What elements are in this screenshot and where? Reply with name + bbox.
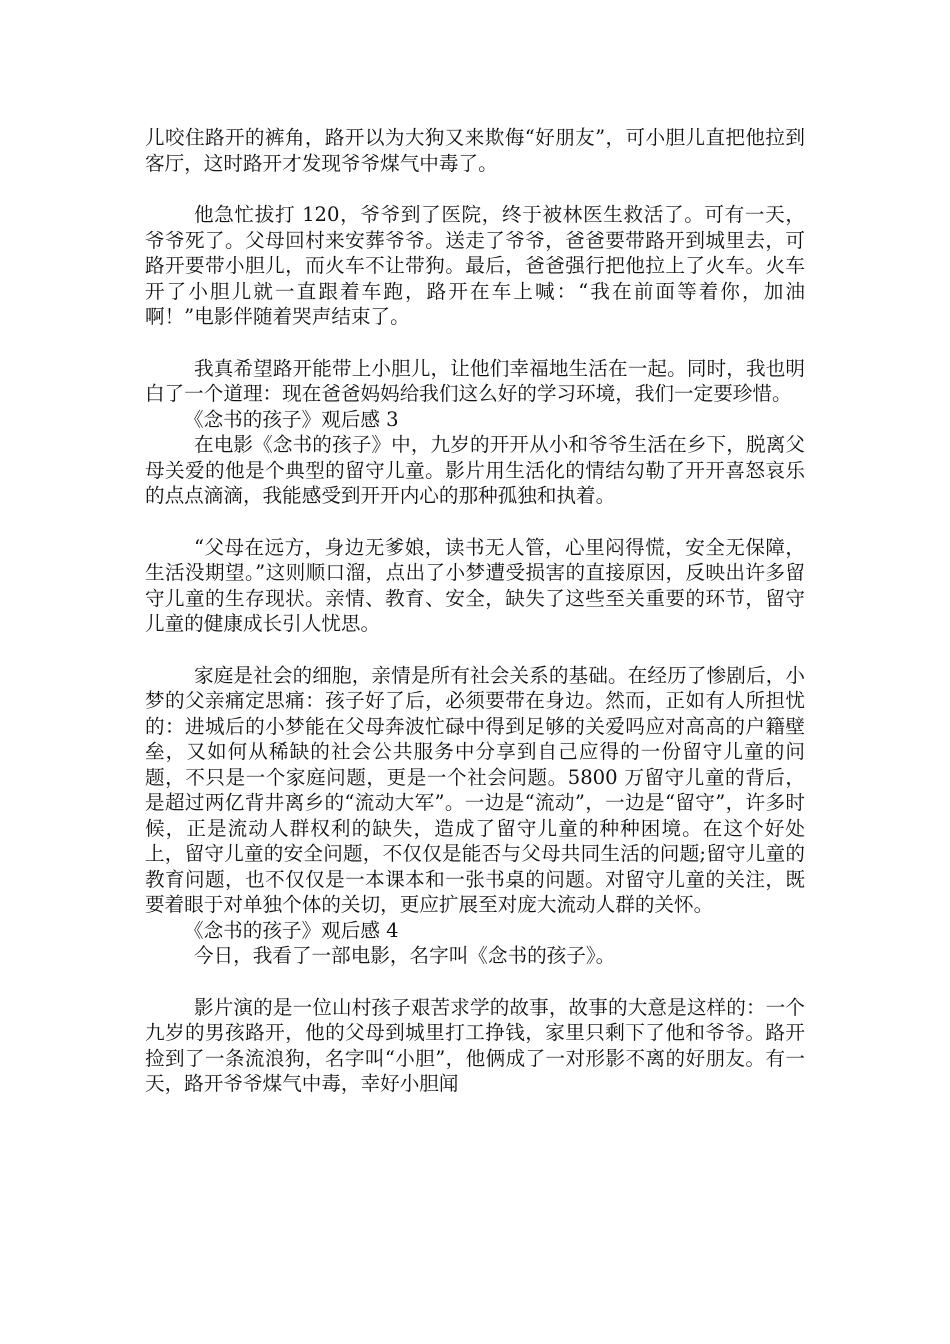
paragraph-rhyme: “父母在远方，身边无爹娘，读书无人管，心里闷得慌，安全无保障，生活没期望。”这则顺口溜，点出了小梦遭受损害的直接原因，反映出许多留守儿童的生存现状。亲情、教育、安全，缺失了这些至关重要的环节，留守儿童的健康成长引人忧思。 [145, 535, 805, 635]
section-heading-4: 《念书的孩子》观后感 4 [184, 918, 399, 942]
paragraph-today: 今日，我看了一部电影，名字叫《念书的孩子》。 [194, 944, 616, 967]
paragraph-family: 家庭是社会的细胞，亲情是所有社会关系的基础。在经历了惨剧后，小梦的父亲痛定思痛：孩子好了后，必须要带在身边。然而，正如有人所担忧的：进城后的小梦能在父母奔波忙碌中得到足够的关爱吗应对高高的户籍壁垒，又如何从稀缺的社会公共服务中分享到自己应得的一份留守儿童的问题，不只是一个家庭问题，更是一个社会问题。5800 万留守儿童的背后，是超过两亿背井离乡的“流动大军”。一边是“流动”，一边是“留守”，许多时候，正是流动人群权利的缺失，造成了留守儿童的种种困境。在这个好处上，留守儿童的安全问题，不仅仅是能否与父母共同生活的问题;留守儿童的教育问题，也不仅仅是一本课本和一张书桌的问题。对留守儿童的关注，既要着眼于对单独个体的关切，更应扩展至对庞大流动人群的关怀。 [145, 663, 805, 916]
paragraph-story: 影片演的是一位山村孩子艰苦求学的故事，故事的大意是这样的：一个九岁的男孩路开，他的父母到城里打工挣钱，家里只剩下了他和爷爷。路开捡到了一条流浪狗，名字叫“小胆”，他俩成了一对形影不离的好朋友。有一天，路开爷爷煤气中毒，幸好小胆闻 [145, 995, 805, 1095]
paragraph-hospital: 他急忙拔打 120，爷爷到了医院，终于被林医生救活了。可有一天，爷爷死了。父母回村来安葬爷爷。送走了爷爷，爸爸要带路开到城里去，可路开要带小胆儿，而火车不让带狗。最后，爸爸强行把他拉上了火车。火车开了小胆儿就一直跟着车跑，路开在车上喊：“我在前面等着你，加油啊！”电影伴随着哭声结束了。 [145, 203, 805, 328]
paragraph-movie-intro: 在电影《念书的孩子》中，九岁的开开从小和爷爷生活在乡下，脱离父母关爱的他是个典型的留守儿童。影片用生活化的情结勾勒了开开喜怒哀乐的点点滴滴，我能感受到开开内心的那种孤独和执着。 [145, 433, 805, 507]
paragraph-wish: 我真希望路开能带上小胆儿，让他们幸福地生活在一起。同时，我也明白了一个道理：现在爸爸妈妈给我们这么好的学习环境，我们一定要珍惜。 [145, 356, 805, 405]
paragraph-continuation: 儿咬住路开的裤角，路开以为大狗又来欺侮“好朋友”，可小胆儿直把他拉到客厅，这时路开才发现爷爷煤气中毒了。 [145, 126, 805, 175]
document-page [145, 125, 805, 1097]
section-heading-3: 《念书的孩子》观后感 3 [184, 407, 399, 431]
